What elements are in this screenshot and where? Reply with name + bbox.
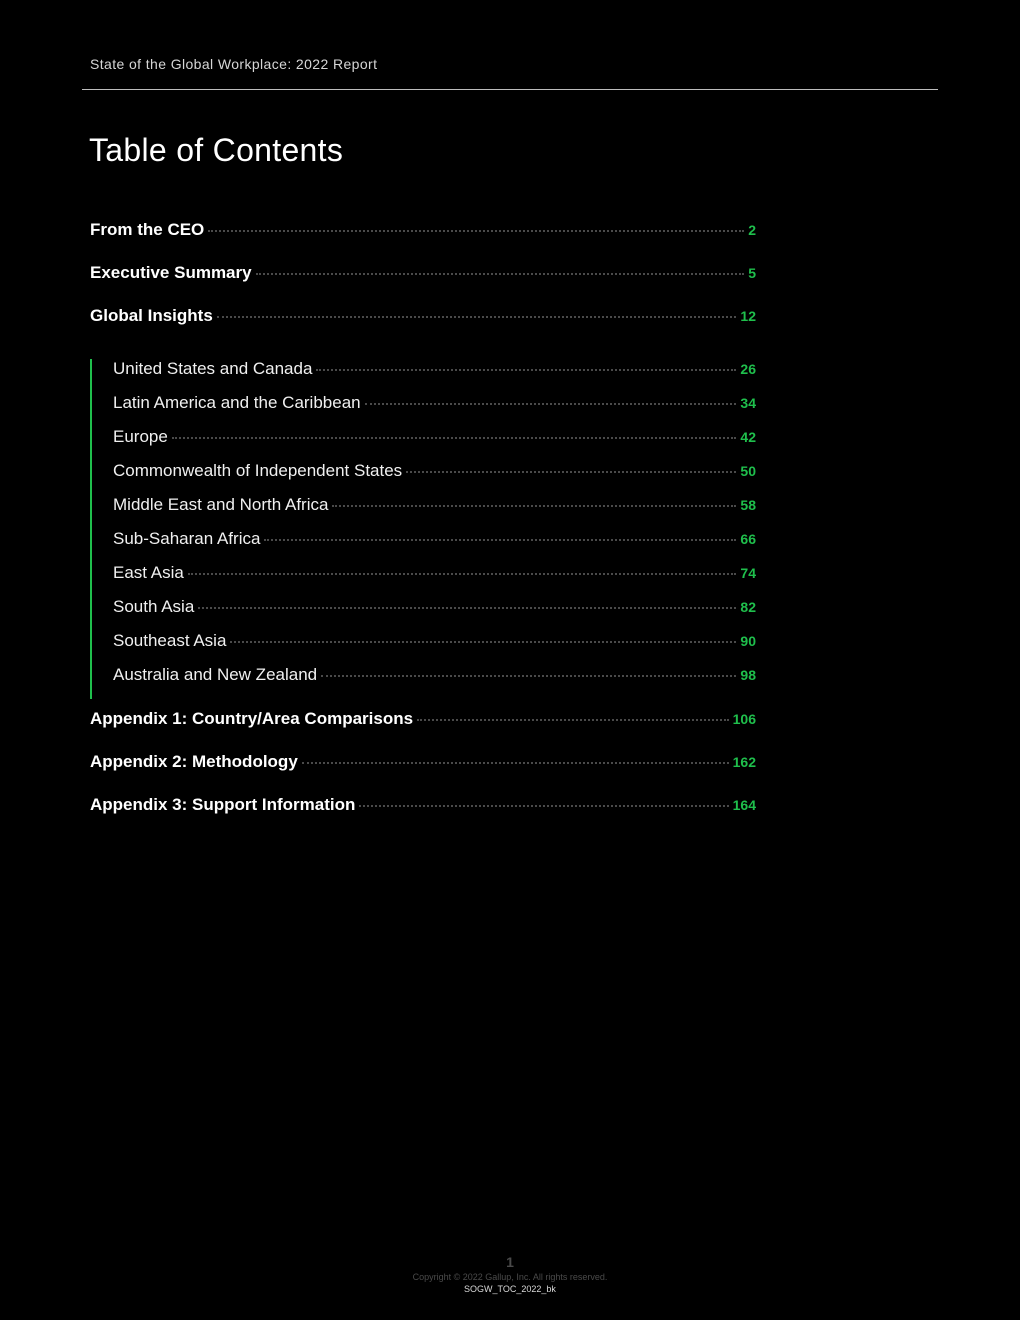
toc-entry-appendix-3[interactable]	[90, 795, 756, 838]
toc-entry-east-asia[interactable]	[113, 563, 756, 597]
dot-leader	[321, 675, 736, 677]
toc-entry-europe[interactable]	[113, 427, 756, 461]
dot-leader	[365, 403, 737, 405]
toc-entry-label: Appendix 2: Methodology	[90, 752, 298, 771]
toc-entry-page-number: 106	[732, 711, 756, 727]
toc-entry-page-number: 162	[732, 754, 756, 770]
toc-entry-page-number: 74	[740, 565, 756, 581]
toc-entry-label: Europe	[113, 427, 168, 446]
toc-entry-label: Appendix 3: Support Information	[90, 795, 356, 814]
toc-entry-label: United States and Canada	[113, 359, 313, 378]
page-title: Table of Contents	[89, 132, 344, 168]
dot-leader	[188, 573, 737, 575]
dot-leader	[332, 505, 736, 507]
toc-entry-label: Latin America and the Caribbean	[113, 393, 361, 412]
dot-leader	[256, 273, 745, 275]
dot-leader	[406, 471, 736, 473]
dot-leader	[172, 437, 737, 439]
toc-entry-from-the-ceo[interactable]	[90, 220, 756, 263]
toc-entry-southeast-asia[interactable]	[113, 631, 756, 665]
toc-entry-middle-east-and-north-africa[interactable]	[113, 495, 756, 529]
dot-leader	[417, 719, 729, 721]
header-divider	[82, 89, 938, 90]
toc-entry-page-number: 58	[740, 497, 756, 513]
page-number: 1	[506, 1254, 514, 1270]
toc-entry-south-asia[interactable]	[113, 597, 756, 631]
toc-entry-label: Executive Summary	[90, 263, 252, 282]
dot-leader	[198, 607, 736, 609]
dot-leader	[230, 641, 736, 643]
toc-main-entries-before	[90, 220, 756, 349]
toc-entry-page-number: 66	[740, 531, 756, 547]
toc-entry-page-number: 34	[740, 395, 756, 411]
toc-entry-label: Middle East and North Africa	[113, 495, 329, 514]
toc-entry-page-number: 2	[748, 222, 756, 238]
toc-entry-label: Southeast Asia	[113, 631, 227, 650]
document-code: SOGW_TOC_2022_bk	[464, 1284, 556, 1294]
dot-leader	[217, 316, 737, 318]
toc-entry-label: From the CEO	[90, 220, 205, 239]
toc-entry-page-number: 12	[740, 308, 756, 324]
toc-entry-label: Appendix 1: Country/Area Comparisons	[90, 709, 414, 728]
toc-entry-page-number: 82	[740, 599, 756, 615]
toc-entry-label: Commonwealth of Independent States	[113, 461, 403, 480]
toc-regional-group	[90, 359, 756, 699]
dot-leader	[316, 369, 736, 371]
toc-entry-commonwealth-of-independent-states[interactable]	[113, 461, 756, 495]
toc-entry-page-number: 5	[748, 265, 756, 281]
toc-entry-global-insights[interactable]	[90, 306, 756, 349]
toc-entry-page-number: 50	[740, 463, 756, 479]
dot-leader	[208, 230, 744, 232]
toc-entry-label: Sub-Saharan Africa	[113, 529, 261, 548]
toc-entry-label: East Asia	[113, 563, 184, 582]
toc-entry-label: South Asia	[113, 597, 195, 616]
dot-leader	[359, 805, 728, 807]
toc-entry-page-number: 26	[740, 361, 756, 377]
toc-entry-label: Australia and New Zealand	[113, 665, 318, 684]
dot-leader	[302, 762, 729, 764]
toc-entry-page-number: 90	[740, 633, 756, 649]
toc-entry-appendix-2[interactable]	[90, 752, 756, 795]
page-footer	[0, 1254, 1020, 1294]
toc-main-entries-after	[90, 709, 756, 838]
toc-entry-appendix-1[interactable]	[90, 709, 756, 752]
toc-entry-latin-america[interactable]	[113, 393, 756, 427]
toc-entry-label: Global Insights	[90, 306, 213, 325]
toc-entry-page-number: 42	[740, 429, 756, 445]
toc-entry-executive-summary[interactable]	[90, 263, 756, 306]
toc-entry-united-states-and-canada[interactable]	[113, 359, 756, 393]
toc-entry-sub-saharan-africa[interactable]	[113, 529, 756, 563]
toc-entry-australia-and-new-zealand[interactable]	[113, 665, 756, 699]
table-of-contents	[90, 220, 756, 838]
copyright-notice: Copyright © 2022 Gallup, Inc. All rights reserved.	[412, 1272, 608, 1282]
toc-entry-page-number: 164	[732, 797, 756, 813]
running-header: State of the Global Workplace: 2022 Report	[90, 56, 378, 72]
toc-entry-page-number: 98	[740, 667, 756, 683]
dot-leader	[264, 539, 736, 541]
